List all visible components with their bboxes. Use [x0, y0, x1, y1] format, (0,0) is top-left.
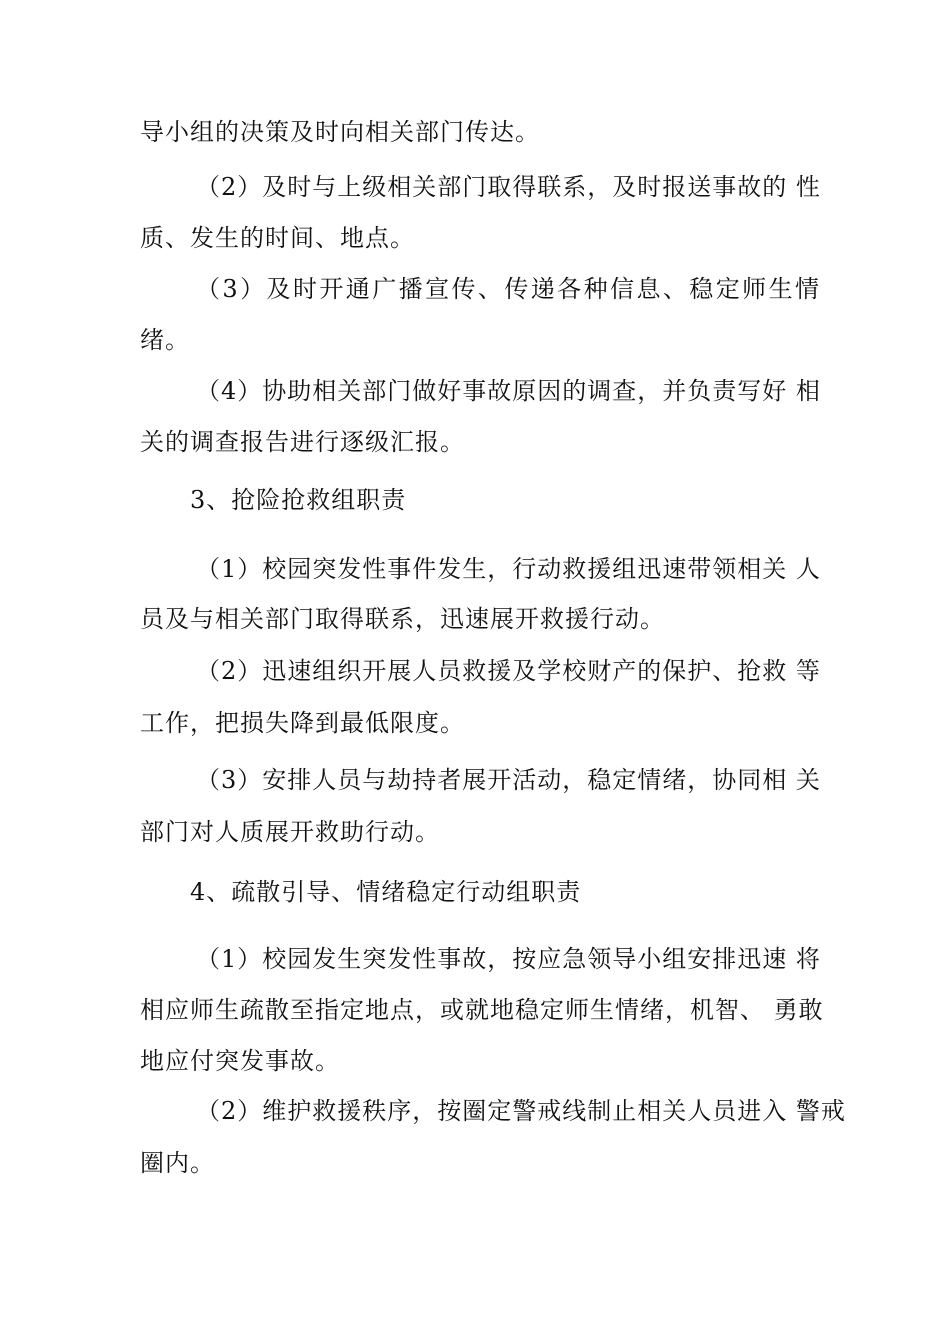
text-line-12: 工作，把损失降到最低限度。 [140, 709, 465, 737]
text-line-14: 部门对人质展开救助行动。 [140, 818, 440, 846]
text-line-11: （2）迅速组织开展人员救援及学校财产的保护、抢救 等 [196, 657, 821, 685]
text-line-10: 员及与相关部门取得联系，迅速展开救援行动。 [140, 605, 665, 633]
text-line-19: （2）维护救援秩序，按圈定警戒线制止相关人员进入 警戒 [196, 1097, 846, 1125]
text-line-2: （2）及时与上级相关部门取得联系，及时报送事故的 性 [196, 173, 821, 201]
text-line-20: 圈内。 [140, 1149, 215, 1177]
text-line-9: （1）校园突发性事件发生，行动救援组迅速带领相关 人 [196, 555, 821, 583]
text-line-1: 导小组的决策及时向相关部门传达。 [140, 118, 540, 146]
text-line-4: （3）及时开通广播宣传、传递各种信息、稳定师生情 [196, 275, 820, 303]
text-line-5: 绪。 [140, 326, 190, 354]
text-line-13: （3）安排人员与劫持者展开活动，稳定情绪，协同相 关 [196, 766, 821, 794]
text-line-6: （4）协助相关部门做好事故原因的调查，并负责写好 相 [196, 377, 821, 405]
text-line-16: （1）校园发生突发性事故，按应急领导小组安排迅速 将 [196, 945, 821, 973]
text-line-7: 关的调查报告进行逐级汇报。 [140, 428, 465, 456]
section-heading-3: 3、抢险抢救组职责 [190, 486, 407, 514]
section-heading-4: 4、疏散引导、情绪稳定行动组职责 [190, 878, 582, 906]
text-line-17: 相应师生疏散至指定地点，或就地稳定师生情绪，机智、 勇敢 [140, 996, 824, 1024]
text-line-18: 地应付突发事故。 [140, 1047, 340, 1075]
text-line-3: 质、发生的时间、地点。 [140, 224, 415, 252]
